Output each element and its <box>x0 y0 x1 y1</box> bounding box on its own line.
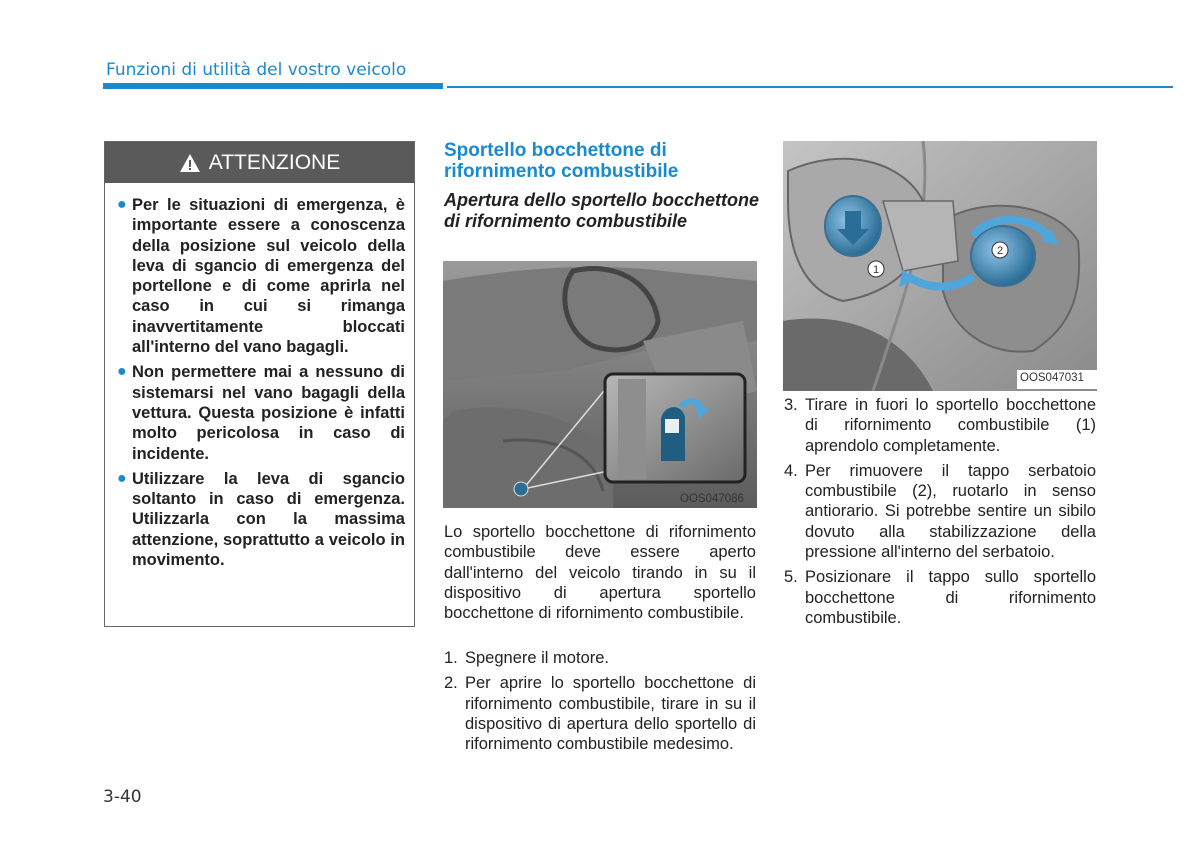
warning-title: ATTENZIONE <box>208 150 341 174</box>
header-rule-thin <box>447 86 1173 88</box>
warning-triangle-icon <box>179 153 201 173</box>
fuel-door-image <box>783 141 1097 391</box>
interior-release-lever-image <box>443 261 757 508</box>
list-item: 1. Spegnere il motore. <box>444 649 609 667</box>
intro-paragraph: Lo sportello bocchettone di rifornimento combustibile deve essere aperto dall'interno del veicolo tirando in su il dispositivo di apertura sportello bocchettone di rifornimento combustibile. <box>444 523 756 623</box>
warning-list <box>105 183 414 570</box>
bullet-icon: ● <box>117 196 127 213</box>
bullet-icon: ● <box>117 469 127 487</box>
section-title: Sportello bocchettone di rifornimento combustibile <box>444 140 679 182</box>
steps-list-right <box>784 395 1096 633</box>
section-subtitle: Apertura dello sportello bocchettone di rifornimento combustibile <box>444 190 760 231</box>
warning-item: ● Non permettere mai a nessuno di sistemarsi nel vano bagagli della vettura. Questa posizione è infatti molto pericolosa in caso di incidente. <box>117 363 405 463</box>
figure1-caption: OOS047086 <box>680 493 744 505</box>
figure2-caption: OOS047031 <box>1020 372 1084 384</box>
warning-box <box>104 141 415 627</box>
header-title: Funzioni di utilità del vostro veicolo <box>106 60 407 80</box>
warning-header <box>105 142 414 183</box>
callout-1: 1 <box>872 264 880 276</box>
warning-item: ● Utilizzare la leva di sgancio soltanto in caso di emergenza. Utilizzarla con la massima attenzione, soprattutto a veicolo in movimento. <box>117 469 405 570</box>
steps-list-left <box>444 648 756 759</box>
warning-item: ● Per le situazioni di emergenza, è importante essere a conoscenza della posizione sul veicolo della leva di sgancio di emergenza del portellone e di come aprirla nel caso in cui si rimanga inavvertitamente bloccati all'interno del vano bagagli. <box>117 196 405 357</box>
callout-2: 2 <box>996 245 1004 257</box>
list-item: 2. Per aprire lo sportello bocchettone di rifornimento combustibile, tirare in su il dispositivo di apertura dello sportello di rifornimento combustibile medesimo. <box>444 674 756 754</box>
list-item: 3. Tirare in fuori lo sportello bocchettone di rifornimento combustibile (1) aprendolo completamente. <box>784 396 1096 455</box>
page-number: 3-40 <box>103 787 142 807</box>
list-item: 4. Per rimuovere il tappo serbatoio combustibile (2), ruotarlo in senso antiorario. Si potrebbe sentire un sibilo dovuto alla stabilizzazione della pressione all'interno del serbatoio. <box>784 461 1096 562</box>
list-item: 5. Posizionare il tappo sullo sportello bocchettone di rifornimento combustibile. <box>784 568 1096 627</box>
bullet-icon: ● <box>117 363 127 381</box>
header-rule-thick <box>103 83 443 89</box>
